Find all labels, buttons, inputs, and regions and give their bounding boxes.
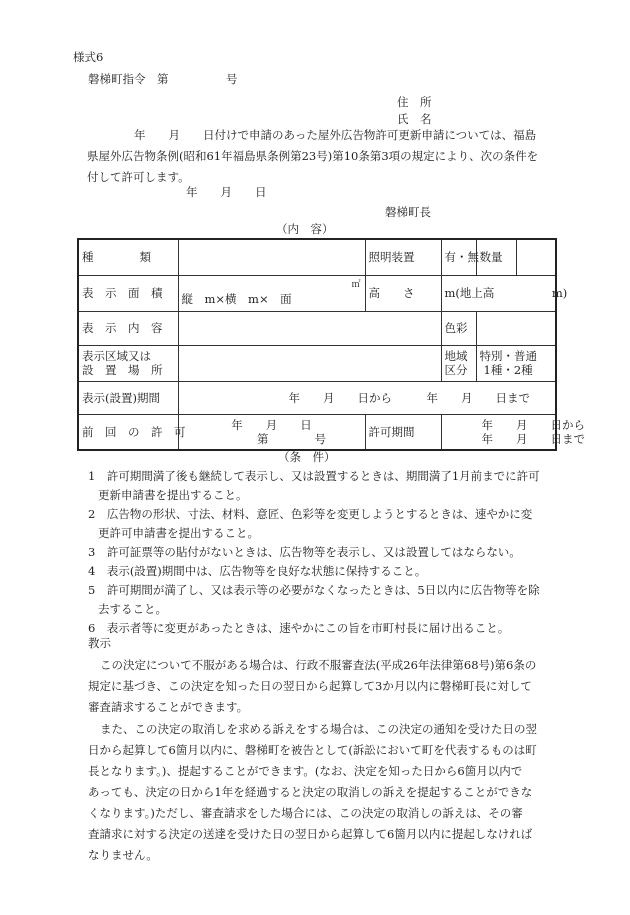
period-label: 表示(設置)期間 bbox=[78, 381, 178, 414]
table-row bbox=[78, 345, 556, 381]
zone-label bbox=[441, 345, 476, 381]
table-row bbox=[78, 311, 556, 345]
area-unit: ㎡ bbox=[351, 279, 361, 290]
zone-value-line: 1種・2種 bbox=[483, 363, 533, 377]
color-label: 色彩 bbox=[441, 311, 476, 345]
notice-heading: 教示 bbox=[88, 636, 111, 650]
notice-paragraph-1 bbox=[88, 655, 558, 718]
condition-line: 1 許可期間満了後も継続して表示し、又は設置するときは、期間満了1月前までに許可 bbox=[88, 469, 540, 483]
notice-line: 査請求に対する決定の送達を受けた日の翌日から起算して6箇月以内に提起しなければ bbox=[88, 827, 533, 841]
notice-paragraph-2 bbox=[88, 719, 558, 866]
table-row bbox=[78, 381, 556, 414]
form-number: 様式6 bbox=[73, 50, 104, 64]
condition-line: 2 広告物の形状、寸法、材料、意匠、色彩等を変更しようとするときは、速やかに変 bbox=[88, 507, 533, 521]
area-value bbox=[178, 275, 365, 311]
directive-number: 磐梯町指令 第 号 bbox=[88, 72, 238, 86]
conditions-heading: （条 件） bbox=[278, 450, 336, 464]
prev-permit-label: 前 回 の 許 可 bbox=[78, 414, 178, 450]
issuer-name: 磐梯町長 bbox=[385, 205, 431, 219]
zone-value-line: 特別・普通 bbox=[479, 349, 537, 363]
notice-line: くなります。)ただし、審査請求をした場合には、この決定の取消しの訴えは、その審 bbox=[88, 806, 523, 820]
notice-line: 規定に基づき、この決定を知った日の翌日から起算して3か月以内に磐梯町長に対して bbox=[88, 679, 532, 693]
location-label-line: 設 置 場 所 bbox=[82, 363, 163, 377]
notice-line: 日から起算して6箇月以内に、磐梯町を被告として(訴訟において町を代表するものは町 bbox=[88, 743, 537, 757]
issue-date: 年 月 日 bbox=[186, 185, 267, 199]
quantity-value bbox=[516, 239, 556, 275]
prev-permit-date: 年 月 日 bbox=[231, 417, 312, 432]
notice-line: 審査請求することができます。 bbox=[88, 700, 249, 714]
condition-line: 更新申請書を提出すること。 bbox=[98, 488, 248, 502]
content-value bbox=[178, 311, 441, 345]
prev-period-from: 年 月 日から bbox=[481, 417, 585, 432]
intro-line: 県屋外広告物条例(昭和61年福島県条例第23号)第10条第3項の規定により、次の条件を bbox=[87, 149, 539, 163]
prev-period-label: 許可期間 bbox=[365, 414, 441, 450]
condition-line: 更許可申請書を提出すること。 bbox=[98, 526, 259, 540]
notice-line: あっても、決定の日から1年を経過すると決定の取消しの訴えを提起することができな bbox=[88, 785, 533, 799]
height-label: 高 さ bbox=[365, 275, 441, 311]
condition-line: 6 表示者等に変更があったときは、速やかにこの旨を市町村長に届け出ること。 bbox=[88, 621, 510, 635]
zone-label-line: 地域 bbox=[444, 349, 468, 363]
content-label: 表 示 内 容 bbox=[78, 311, 178, 345]
prev-period-to: 年 月 日まで bbox=[481, 431, 585, 446]
color-value bbox=[476, 311, 556, 345]
prev-permit-info bbox=[178, 414, 365, 450]
area-label: 表 示 面 積 bbox=[78, 275, 178, 311]
prev-permit-number: 第 号 bbox=[257, 431, 326, 446]
lighting-options: 有・無 bbox=[441, 239, 476, 275]
table-row bbox=[78, 275, 556, 311]
period-value: 年 月 日から 年 月 日まで bbox=[178, 381, 556, 414]
table-row bbox=[78, 239, 556, 275]
height-value: m(地上高 m) bbox=[441, 275, 556, 311]
address-label: 住 所 bbox=[397, 95, 432, 109]
zone-value bbox=[476, 345, 556, 381]
location-label bbox=[78, 345, 178, 381]
location-value bbox=[178, 345, 441, 381]
lighting-label: 照明装置 bbox=[365, 239, 441, 275]
condition-line: 5 許可期間が満了し、又は表示等の必要がなくなったときは、5日以内に広告物等を除 bbox=[88, 583, 540, 597]
intro-line: 付して許可します。 bbox=[87, 170, 190, 184]
zone-label-line: 区分 bbox=[444, 363, 468, 377]
type-label: 種 類 bbox=[78, 239, 178, 275]
type-value bbox=[178, 239, 365, 275]
name-label: 氏 名 bbox=[397, 112, 432, 126]
permit-content-table bbox=[77, 238, 585, 451]
notice-line: また、この決定の取消しを求める訴えをする場合は、この決定の通知を受けた日の翌 bbox=[100, 722, 537, 736]
notice-line: なりません。 bbox=[88, 848, 158, 862]
notice-line: 長となります。)、提起することができます。(なお、決定を知った日から6箇月以内で bbox=[88, 764, 523, 778]
prev-period-value bbox=[441, 414, 585, 450]
intro-line: 年 月 日付けで申請のあった屋外広告物許可更新申請については、福島 bbox=[134, 128, 537, 142]
intro-paragraph bbox=[87, 125, 557, 188]
conditions-list bbox=[88, 467, 563, 638]
area-formula: 縦 m×横 m× 面 bbox=[181, 292, 292, 306]
condition-line: 4 表示(設置)期間中は、広告物等を良好な状態に保持すること。 bbox=[88, 564, 427, 578]
notice-line: この決定について不服がある場合は、行政不服審査法(平成26年法律第68号)第6条の bbox=[100, 658, 537, 672]
table-row bbox=[78, 414, 556, 450]
condition-line: 去すること。 bbox=[98, 602, 167, 616]
location-label-line: 表示区域又は bbox=[82, 349, 151, 363]
condition-line: 3 許可証票等の貼付がないときは、広告物等を表示し、又は設置してはならない。 bbox=[88, 545, 521, 559]
quantity-label: 数量 bbox=[476, 239, 516, 275]
content-heading: （内 容） bbox=[276, 222, 334, 236]
